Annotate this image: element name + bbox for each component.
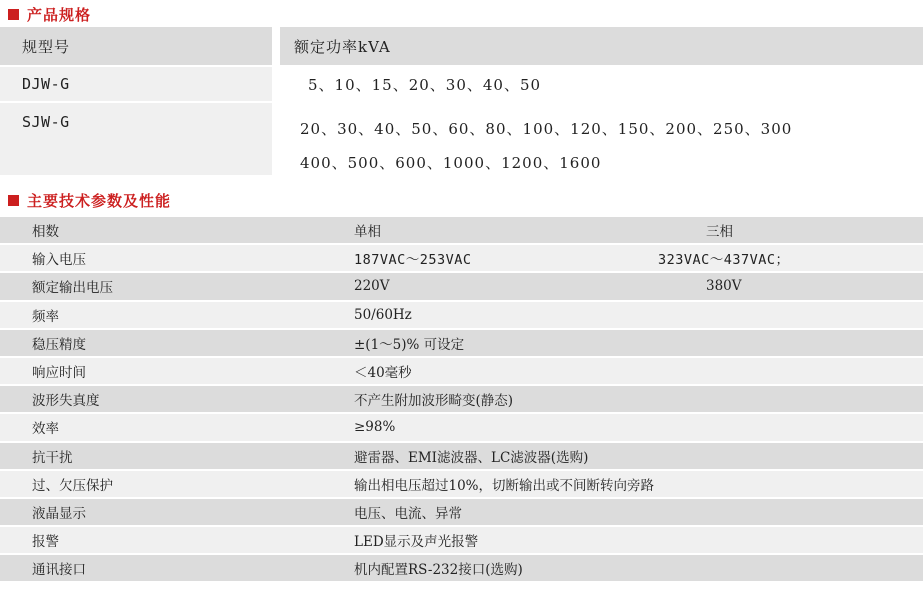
param-single-value: ±(1～5)% 可设定 [354,336,465,353]
param-single-value: ≥98% [354,419,396,436]
param-single-value: 机内配置RS-232接口(选购) [354,562,523,579]
param-label: 报警 [32,534,59,551]
spec-model-djw: DJW-G [0,67,272,101]
param-label: 液晶显示 [32,505,86,522]
param-header-phase: 相数 [32,224,59,241]
param-header-three: 三相 [706,224,733,241]
param-label: 额定输出电压 [32,280,113,297]
table-row [0,443,923,469]
param-label: 通讯接口 [32,562,86,579]
param-header-row [0,217,923,243]
param-three-value: 380V [706,278,742,295]
table-row [0,273,923,299]
param-label: 过、欠压保护 [32,477,113,494]
red-square-bullet-icon [8,195,19,206]
param-header-single: 单相 [354,224,381,241]
spec-row-djw [0,67,923,101]
section-heading-params [0,189,171,211]
param-single-value: 不产生附加波形畸变(静态) [354,393,514,410]
table-row [0,245,923,271]
param-single-value: 输出相电压超过10%，切断输出或不间断转向旁路 [354,477,655,494]
param-three-value: 323VAC～437VAC； [658,252,790,269]
red-square-bullet-icon [8,9,19,20]
param-label: 响应时间 [32,365,86,382]
param-label: 稳压精度 [32,336,86,353]
param-label: 效率 [32,421,59,438]
param-label: 波形失真度 [32,393,100,410]
table-row [0,330,923,356]
table-row [0,527,923,553]
param-single-value: LED显示及声光报警 [354,534,479,551]
param-table [0,217,923,583]
spec-header-power: 额定功率kVA [280,27,923,65]
table-row [0,386,923,412]
section-heading-specs [0,3,91,25]
param-label: 抗干扰 [32,449,73,466]
param-single-value: ＜40毫秒 [354,365,412,382]
spec-header-model: 规型号 [0,27,272,65]
spec-model-sjw: SJW-G [0,103,272,175]
spec-table [0,27,923,175]
section-title-params: 主要技术参数及性能 [27,191,172,210]
param-single-value: 电压、电流、异常 [354,505,462,522]
spec-row-sjw [0,103,923,175]
section-title-specs: 产品规格 [27,5,92,24]
table-row [0,471,923,497]
param-single-value: 避雷器、EMI滤波器、LC滤波器(选购) [354,449,589,466]
spec-values-sjw-line1: 20、30、40、50、60、80、100、120、150、200、250、300 [300,119,793,138]
param-label: 频率 [32,308,59,325]
spec-values-sjw [280,103,923,175]
param-single-value: 187VAC～253VAC [354,252,472,269]
param-label: 输入电压 [32,252,86,269]
table-row [0,358,923,384]
table-row [0,302,923,328]
param-single-value: 220V [354,278,390,295]
spec-values-djw: 5、10、15、20、30、40、50 [308,75,542,94]
spec-header-row [0,27,923,65]
table-row [0,499,923,525]
spec-values-sjw-line2: 400、500、600、1000、1200、1600 [300,153,602,172]
param-single-value: 50/60Hz [354,306,412,323]
table-row [0,414,923,440]
table-row [0,555,923,581]
